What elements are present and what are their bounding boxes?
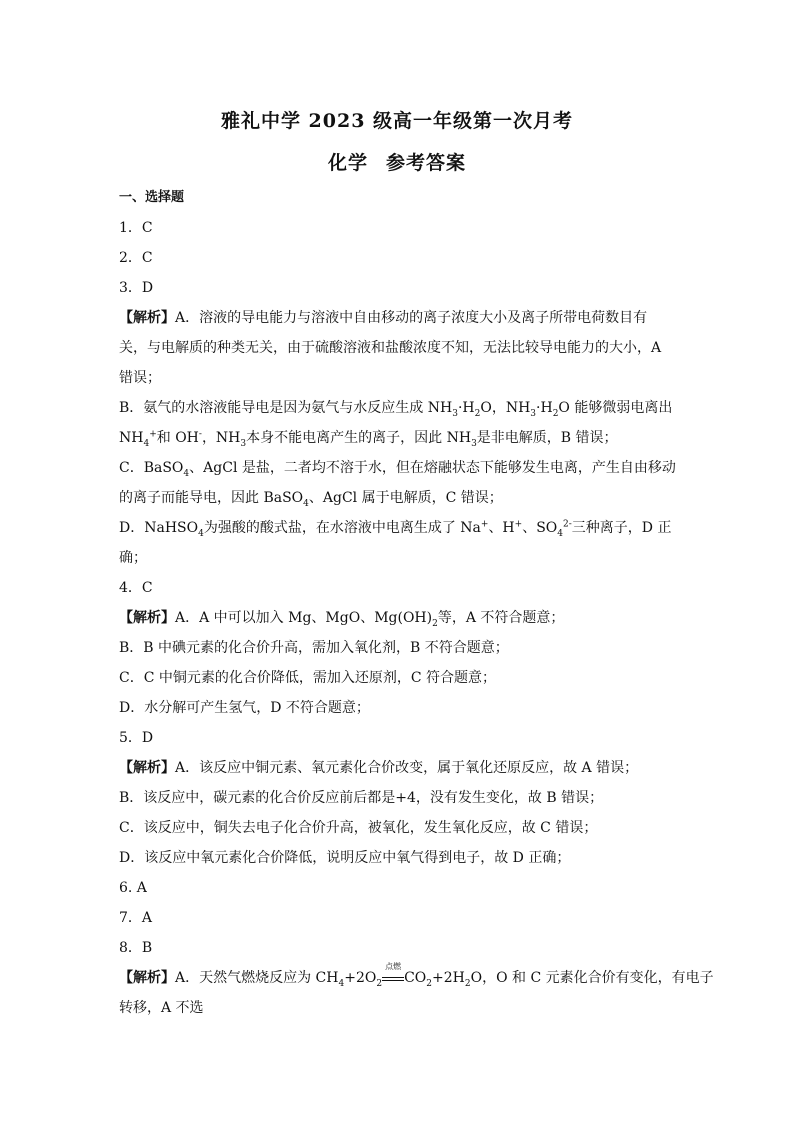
answer-key-label: 参考答案 bbox=[386, 152, 467, 174]
q4-analysis-b: B．B 中碘元素的化合价升高，需加入氧化剂，B 不符合题意； bbox=[119, 640, 509, 656]
q4-analysis-a: 【解析】A．A 中可以加入 Mg、MgO、$Mg(OH)_2$等，A 不符合题意； bbox=[119, 610, 565, 629]
page-title: 雅礼中学 2023 级高一年级第一次月考 bbox=[220, 110, 574, 132]
page-subtitle bbox=[0, 148, 794, 175]
answer-content bbox=[119, 183, 714, 1023]
answer-6: 6. A bbox=[119, 880, 147, 896]
q8-analysis-a-line1: 【解析】A．天然气燃烧反应为 $CH_4+2O_2$ 点燃 $CO_2+2H_2O$，O 和 C 元素化合价有变化，有电子 bbox=[119, 962, 714, 989]
q5-analysis-a: 【解析】A．该反应中铜元素、氧元素化合价改变，属于氧化还原反应，故 A 错误； bbox=[119, 760, 639, 776]
q5-analysis-b: B．该反应中，碳元素的化合价反应前后都是+4，没有发生变化，故 B 错误； bbox=[119, 790, 604, 806]
q3-analysis-a-line2: 关，与电解质的种类无关，由于硫酸溶液和盐酸浓度不知，无法比较导电能力的大小，A bbox=[119, 340, 662, 356]
q3-analysis-c-line1: C．BaSO$_4$、AgCl 是盐，二者均不溶于水，但在熔融状态下能够发生电离，产生自由移动 bbox=[119, 460, 676, 479]
answer-8: 8．B bbox=[119, 940, 153, 956]
q3-analysis-a-line3: 错误； bbox=[119, 370, 161, 386]
answer-3: 3．D bbox=[119, 280, 154, 296]
answer-4: 4．C bbox=[119, 580, 153, 596]
q5-analysis-d: D．该反应中氧元素化合价降低，说明反应中氧气得到电子，故 D 正确； bbox=[119, 850, 571, 866]
q3-analysis-b-line2: $NH_4^+$和 OH-，$NH_3$本身不能电离产生的离子，因此 $NH_3$是非电解质，B 错误； bbox=[119, 429, 618, 449]
ignition-condition: 点燃 bbox=[382, 971, 404, 985]
q5-analysis-c: C．该反应中，铜失去电子化合价升高，被氧化，发生氧化反应，故 C 错误； bbox=[119, 820, 598, 836]
q3-analysis-d-line1: D．NaHSO$_4$为强酸的酸式盐，在水溶液中电离生成了 Na+、H+、$SO_4^{2-}$三种离子，D 正 bbox=[119, 519, 672, 539]
section-heading: 一、选择题 bbox=[119, 190, 185, 205]
answer-1: 1．C bbox=[119, 220, 153, 236]
q3-analysis-c-line2: 的离子而能导电，因此 BaSO$_4$、AgCl 属于电解质，C 错误； bbox=[119, 490, 503, 509]
q3-analysis-b-line1: B．氨气的水溶液能导电是因为氨气与水反应生成 $NH_3\cdot H_2O$，$NH_3\cdot H_2O$ 能够微弱电离出 bbox=[119, 400, 673, 419]
q8-analysis-a-line2: 转移，A 不选 bbox=[119, 1000, 204, 1016]
analysis-label: 【解析】 bbox=[119, 760, 175, 776]
q4-analysis-d: D．水分解可产生氢气，D 不符合题意； bbox=[119, 700, 370, 716]
q4-analysis-c: C．C 中铜元素的化合价降低，需加入还原剂，C 符合题意； bbox=[119, 670, 497, 686]
analysis-label: 【解析】 bbox=[119, 310, 175, 326]
answer-7: 7．A bbox=[119, 910, 153, 926]
analysis-label: 【解析】 bbox=[119, 970, 175, 986]
answer-2: 2．C bbox=[119, 250, 153, 266]
q3-analysis-a-line1: 【解析】A．溶液的导电能力与溶液中自由移动的离子浓度大小及离子所带电荷数目有 bbox=[119, 310, 648, 326]
q3-analysis-d-line2: 确； bbox=[119, 550, 147, 566]
subject-label: 化学 bbox=[327, 152, 368, 174]
analysis-label: 【解析】 bbox=[119, 610, 175, 626]
answer-5: 5．D bbox=[119, 730, 154, 746]
